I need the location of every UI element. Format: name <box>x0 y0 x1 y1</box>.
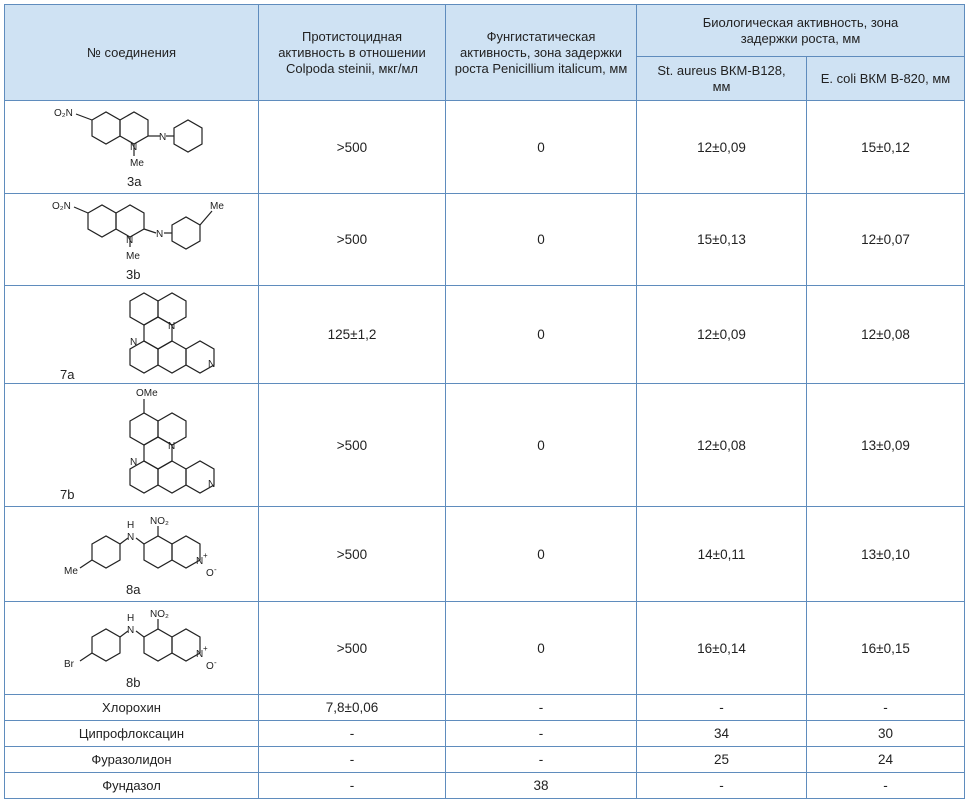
structure-7b-drawing <box>6 385 258 505</box>
protist-value: - <box>259 773 446 799</box>
svg-text:N: N <box>155 228 163 240</box>
structure-3a-drawing <box>32 104 232 190</box>
ecoli-value: - <box>807 773 965 799</box>
svg-text:N: N <box>129 336 137 348</box>
ecoli-value: 12±0,08 <box>807 286 965 384</box>
header-fungistatic: Фунгистатическая активность, зона задержки роста Penicillium italicum, мм <box>446 5 637 101</box>
reference-name: Хлорохин <box>5 695 259 721</box>
reference-name: Фундазол <box>5 773 259 799</box>
table-row <box>5 747 965 773</box>
structure-8a-drawing <box>32 508 232 600</box>
fungi-value: 0 <box>446 384 637 507</box>
svg-text:N: N <box>126 625 134 636</box>
svg-text:H: H <box>126 613 134 624</box>
svg-text:NO₂: NO₂ <box>149 516 169 527</box>
svg-text:+: + <box>202 551 208 560</box>
staph-value: 12±0,09 <box>637 101 807 194</box>
fungi-value: 0 <box>446 507 637 602</box>
ecoli-value: 15±0,12 <box>807 101 965 194</box>
reference-name: Фуразолидон <box>5 747 259 773</box>
svg-text:O: O <box>205 568 214 579</box>
staph-value: 12±0,08 <box>637 384 807 507</box>
ecoli-value: 16±0,15 <box>807 602 965 695</box>
reference-name: Ципрофлоксацин <box>5 721 259 747</box>
table-row <box>5 384 965 507</box>
svg-text:N: N <box>195 556 203 567</box>
svg-text:N: N <box>129 457 137 468</box>
header-staph: St. aureus ВКМ-В128, мм <box>637 57 807 101</box>
fungi-value: 38 <box>446 773 637 799</box>
svg-text:N: N <box>167 320 175 332</box>
ecoli-value: 13±0,09 <box>807 384 965 507</box>
svg-text:Me: Me <box>125 250 140 262</box>
svg-text:O₂N: O₂N <box>53 108 73 119</box>
svg-text:N: N <box>125 234 133 246</box>
staph-value: - <box>637 695 807 721</box>
table-row <box>5 695 965 721</box>
ecoli-value: - <box>807 695 965 721</box>
staph-value: 15±0,13 <box>637 194 807 286</box>
compound-id: 8a <box>125 582 140 597</box>
table-row <box>5 194 965 286</box>
fungi-value: - <box>446 721 637 747</box>
staph-value: 25 <box>637 747 807 773</box>
ecoli-value: 30 <box>807 721 965 747</box>
svg-text:N: N <box>129 142 137 153</box>
staph-value: 12±0,09 <box>637 286 807 384</box>
protist-value: 125±1,2 <box>259 286 446 384</box>
ecoli-value: 24 <box>807 747 965 773</box>
fungi-value: - <box>446 747 637 773</box>
svg-text:-: - <box>213 565 217 574</box>
svg-text:N: N <box>167 441 175 452</box>
svg-text:O: O <box>205 661 214 672</box>
compound-id: 7a <box>59 366 74 382</box>
header-ecoli: E. coli ВКМ В-820, мм <box>807 57 965 101</box>
svg-text:N: N <box>158 132 166 143</box>
structure-8b <box>5 602 259 695</box>
svg-text:N: N <box>126 532 134 543</box>
structure-3b <box>5 194 259 286</box>
protist-value: >500 <box>259 507 446 602</box>
protist-value: >500 <box>259 101 446 194</box>
staph-value: 14±0,11 <box>637 507 807 602</box>
staph-value: 34 <box>637 721 807 747</box>
activity-table <box>4 4 965 799</box>
compound-id: 7b <box>59 487 74 502</box>
header-bio-activity: Биологическая активность, зона задержки роста, мм <box>637 5 965 57</box>
structure-8b-drawing <box>32 603 232 693</box>
svg-text:Me: Me <box>209 200 224 212</box>
svg-text:NO₂: NO₂ <box>149 609 169 620</box>
svg-text:H: H <box>126 520 134 531</box>
svg-text:N: N <box>195 649 203 660</box>
svg-text:Br: Br <box>63 659 74 670</box>
compound-id: 3b <box>125 266 140 282</box>
structure-8a <box>5 507 259 602</box>
compound-id: 3a <box>126 174 141 189</box>
fungi-value: 0 <box>446 286 637 384</box>
protist-value: >500 <box>259 384 446 507</box>
ecoli-value: 12±0,07 <box>807 194 965 286</box>
table-row <box>5 101 965 194</box>
protist-value: >500 <box>259 602 446 695</box>
ecoli-value: 13±0,10 <box>807 507 965 602</box>
protist-value: 7,8±0,06 <box>259 695 446 721</box>
structure-7a <box>5 286 259 384</box>
svg-text:N: N <box>207 358 215 370</box>
header-compound: № соединения <box>5 5 259 101</box>
table-row <box>5 507 965 602</box>
table-row <box>5 721 965 747</box>
structure-3b-drawing <box>32 197 232 283</box>
protist-value: - <box>259 747 446 773</box>
structure-7a-drawing <box>6 287 258 383</box>
header-protistocidal: Протистоцидная активность в отношении Colpoda steinii, мкг/мл <box>259 5 446 101</box>
compound-id: 8b <box>125 675 140 690</box>
staph-value: - <box>637 773 807 799</box>
svg-text:Me: Me <box>63 566 78 577</box>
table-row <box>5 286 965 384</box>
structure-3a <box>5 101 259 194</box>
fungi-value: - <box>446 695 637 721</box>
structure-7b <box>5 384 259 507</box>
table-row <box>5 602 965 695</box>
fungi-value: 0 <box>446 101 637 194</box>
table-row <box>5 773 965 799</box>
svg-text:O₂N: O₂N <box>51 200 71 212</box>
svg-text:-: - <box>213 658 217 667</box>
svg-text:OMe: OMe <box>135 388 158 399</box>
staph-value: 16±0,14 <box>637 602 807 695</box>
fungi-value: 0 <box>446 602 637 695</box>
fungi-value: 0 <box>446 194 637 286</box>
protist-value: - <box>259 721 446 747</box>
svg-text:Me: Me <box>129 158 144 169</box>
svg-text:+: + <box>202 644 208 653</box>
protist-value: >500 <box>259 194 446 286</box>
svg-text:N: N <box>207 479 215 490</box>
